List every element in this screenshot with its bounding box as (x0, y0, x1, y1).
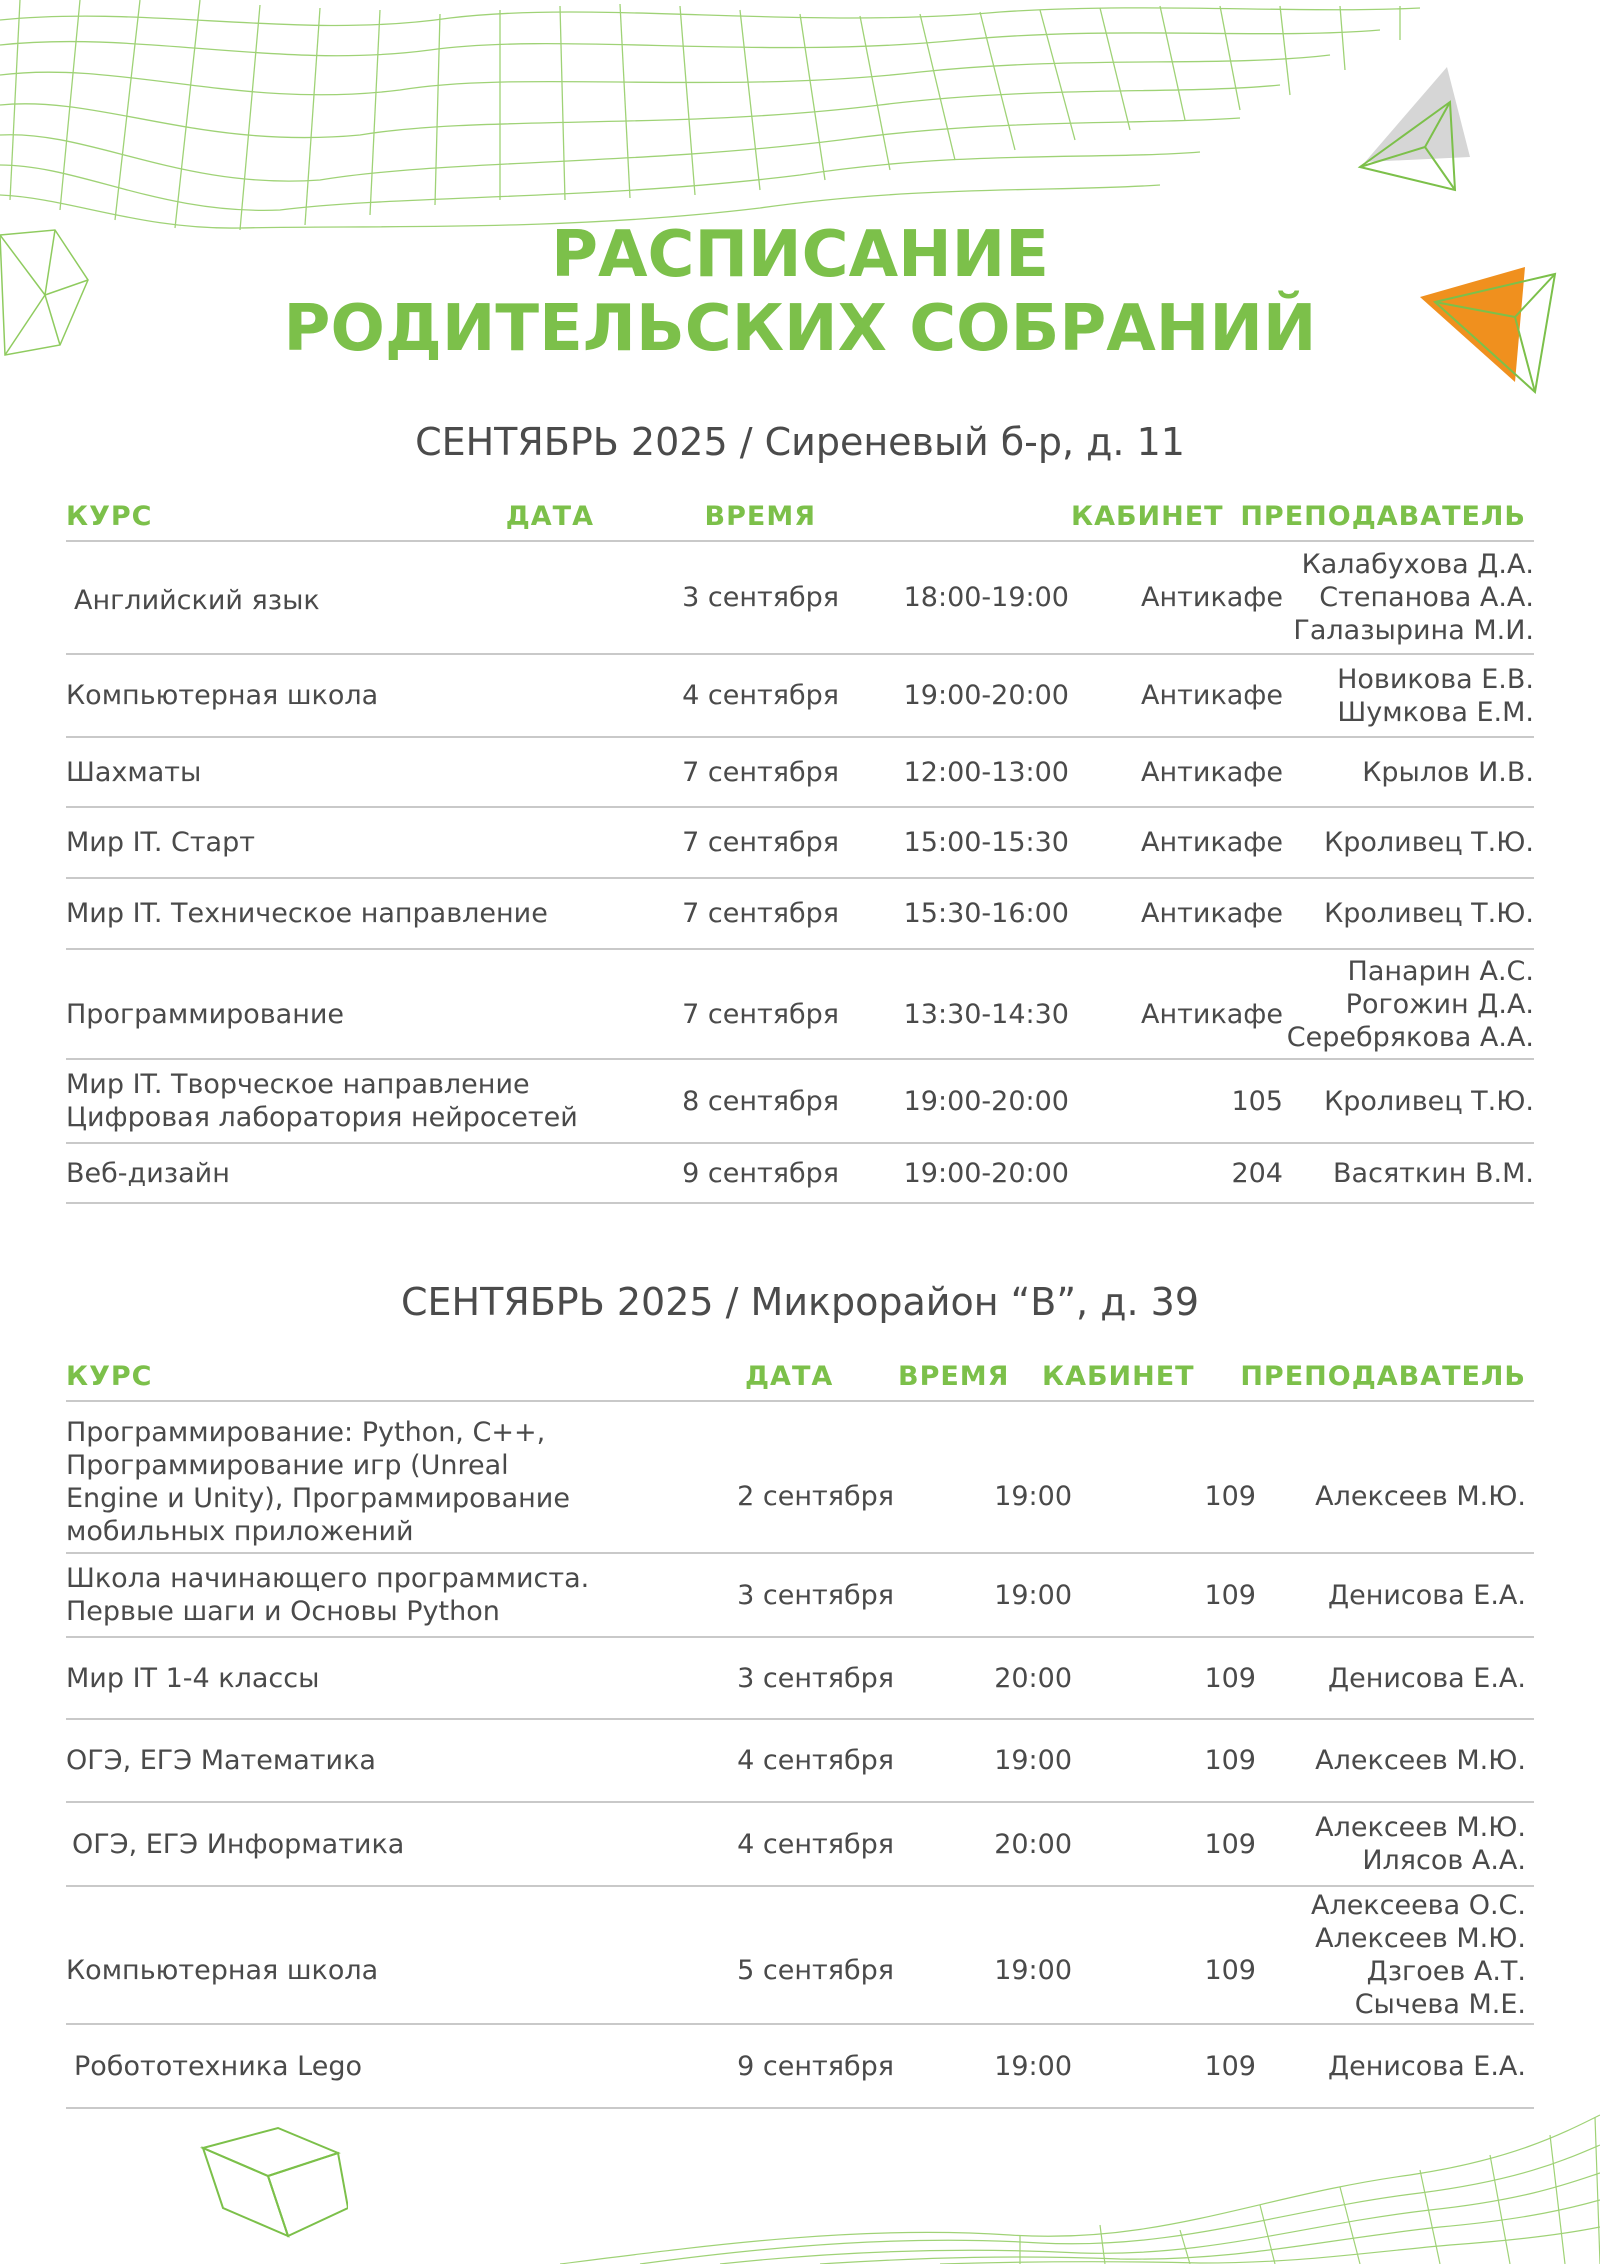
teacher-cell: Денисова Е.А. (1327, 1579, 1526, 1611)
table-row (66, 542, 1534, 655)
course-cell: Школа начинающего программиста. Первые шаги и Основы Python (66, 1563, 590, 1627)
room-cell: 109 (1204, 1954, 1256, 1986)
course-cell: ОГЭ, ЕГЭ Математика (66, 1745, 376, 1776)
header-date: ДАТА (505, 501, 594, 532)
room-cell: Антикафе (1141, 827, 1283, 858)
room-cell: 105 (1231, 1085, 1283, 1117)
teacher-cell: Калабухова Д.А. Степанова А.А. Галазырина М.И. (1293, 549, 1534, 646)
table-row (66, 1638, 1534, 1720)
header-date: ДАТА (745, 1361, 834, 1392)
table-row (66, 655, 1534, 738)
date-cell: 3 сентября (737, 1662, 894, 1694)
time-cell: 18:00-19:00 (903, 582, 1069, 613)
time-cell: 12:00-13:00 (903, 756, 1069, 788)
teacher-cell: Кроливец Т.Ю. (1324, 898, 1534, 929)
table-row (66, 1720, 1534, 1803)
course-cell: Мир IT. Старт (66, 827, 255, 858)
time-cell: 19:00-20:00 (903, 680, 1069, 711)
course-cell: Веб-дизайн (66, 1157, 230, 1189)
teacher-cell: Алексеева О.С. Алексеев М.Ю. Дзгоев А.Т. Сычева М.Е. (1310, 1890, 1526, 2020)
room-cell: 109 (1204, 1828, 1256, 1860)
course-cell: Программирование: Python, C++, Программирование игр (Unreal Engine и Unity), Программирование мобильных приложений (66, 1417, 570, 1547)
course-cell: Английский язык (74, 585, 320, 616)
teacher-cell: Панарин А.С. Рогожин Д.А. Серебрякова А.А. (1286, 955, 1534, 1053)
header-teacher: ПРЕПОДАВАТЕЛЬ (1240, 501, 1526, 532)
header-course: КУРС (66, 501, 153, 532)
teacher-cell: Денисова Е.А. (1327, 1662, 1526, 1694)
time-cell: 20:00 (994, 1828, 1072, 1860)
time-cell: 19:00-20:00 (903, 1157, 1069, 1189)
course-cell: Компьютерная школа (66, 680, 379, 711)
time-cell: 19:00 (994, 1745, 1072, 1776)
header-time: ВРЕМЯ (898, 1361, 1010, 1392)
room-cell: Антикафе (1141, 582, 1283, 613)
table-header (66, 1350, 1534, 1402)
time-cell: 19:00-20:00 (903, 1085, 1069, 1117)
time-cell: 15:30-16:00 (903, 898, 1069, 929)
table-row (66, 879, 1534, 950)
table-header (66, 490, 1534, 542)
date-cell: 8 сентября (682, 1085, 839, 1117)
teacher-cell: Денисова Е.А. (1327, 2050, 1526, 2082)
date-cell: 4 сентября (737, 1745, 894, 1776)
course-cell: Мир IT. Техническое направление (66, 898, 548, 929)
table-row (66, 1803, 1534, 1887)
page-title-line-1: РАСПИСАНИЕ (551, 218, 1049, 292)
time-cell: 19:00 (994, 1954, 1072, 1986)
teacher-cell: Алексеев М.Ю. Илясов А.А. (1315, 1812, 1526, 1876)
room-cell: Антикафе (1141, 898, 1283, 929)
room-cell: 109 (1204, 1579, 1256, 1611)
room-cell: 109 (1204, 1745, 1256, 1776)
date-cell: 5 сентября (737, 1954, 894, 1986)
time-cell: 15:00-15:30 (903, 827, 1069, 858)
time-cell: 20:00 (994, 1662, 1072, 1694)
teacher-cell: Васяткин В.М. (1333, 1157, 1534, 1189)
date-cell: 9 сентября (737, 2050, 894, 2082)
course-cell: Компьютерная школа (66, 1954, 379, 1986)
table-row (66, 950, 1534, 1060)
table-row (66, 808, 1534, 879)
date-cell: 3 сентября (737, 1579, 894, 1611)
date-cell: 3 сентября (682, 582, 839, 613)
schedule-table-1 (66, 490, 1534, 1204)
table-row (66, 1554, 1534, 1638)
date-cell: 4 сентября (682, 680, 839, 711)
cube-outline-decoration (198, 2108, 348, 2243)
room-cell: 204 (1231, 1157, 1283, 1189)
room-cell: 109 (1204, 2050, 1256, 2082)
date-cell: 7 сентября (682, 827, 839, 858)
table-row (66, 2025, 1534, 2109)
teacher-cell: Кроливец Т.Ю. (1324, 827, 1534, 858)
table-row (66, 1144, 1534, 1204)
gray-triangle-decoration (1355, 62, 1470, 197)
course-cell: Мир IT. Творческое направление Цифровая лаборатория нейросетей (66, 1069, 578, 1133)
teacher-cell: Алексеев М.Ю. (1315, 1745, 1526, 1776)
room-cell: Антикафе (1141, 998, 1283, 1030)
time-cell: 19:00 (994, 1480, 1072, 1512)
course-cell: Мир IT 1-4 классы (66, 1662, 320, 1694)
section-1-subtitle: СЕНТЯБРЬ 2025 / Сиреневый б-р, д. 11 (415, 420, 1185, 464)
date-cell: 2 сентября (737, 1480, 894, 1512)
page-title-line-2: РОДИТЕЛЬСКИХ СОБРАНИЙ (283, 292, 1317, 366)
teacher-cell: Новикова Е.В. Шумкова Е.М. (1337, 663, 1534, 728)
date-cell: 4 сентября (737, 1828, 894, 1860)
header-teacher: ПРЕПОДАВАТЕЛЬ (1240, 1361, 1526, 1392)
time-cell: 19:00 (994, 2050, 1072, 2082)
course-cell: ОГЭ, ЕГЭ Информатика (72, 1828, 405, 1860)
teacher-cell: Крылов И.В. (1362, 756, 1534, 788)
date-cell: 7 сентября (682, 756, 839, 788)
room-cell: Антикафе (1141, 680, 1283, 711)
teacher-cell: Алексеев М.Ю. (1315, 1480, 1526, 1512)
section-2-subtitle: СЕНТЯБРЬ 2025 / Микрорайон “В”, д. 39 (401, 1280, 1199, 1324)
course-cell: Программирование (66, 998, 345, 1030)
table-row (66, 738, 1534, 808)
room-cell: 109 (1204, 1662, 1256, 1694)
schedule-table-2 (66, 1350, 1534, 2109)
teacher-cell: Кроливец Т.Ю. (1324, 1085, 1534, 1117)
header-room: КАБИНЕТ (1071, 501, 1224, 532)
time-cell: 19:00 (994, 1579, 1072, 1611)
time-cell: 13:30-14:30 (903, 998, 1069, 1030)
course-cell: Шахматы (66, 756, 202, 788)
header-course: КУРС (66, 1361, 153, 1392)
date-cell: 9 сентября (682, 1157, 839, 1189)
date-cell: 7 сентября (682, 898, 839, 929)
header-room: КАБИНЕТ (1042, 1361, 1195, 1392)
table-row (66, 1887, 1534, 2025)
room-cell: 109 (1204, 1480, 1256, 1512)
date-cell: 7 сентября (682, 998, 839, 1030)
room-cell: Антикафе (1141, 756, 1283, 788)
header-time: ВРЕМЯ (704, 501, 816, 532)
table-row (66, 1402, 1534, 1554)
course-cell: Робототехника Lego (74, 2050, 363, 2082)
table-row (66, 1060, 1534, 1144)
